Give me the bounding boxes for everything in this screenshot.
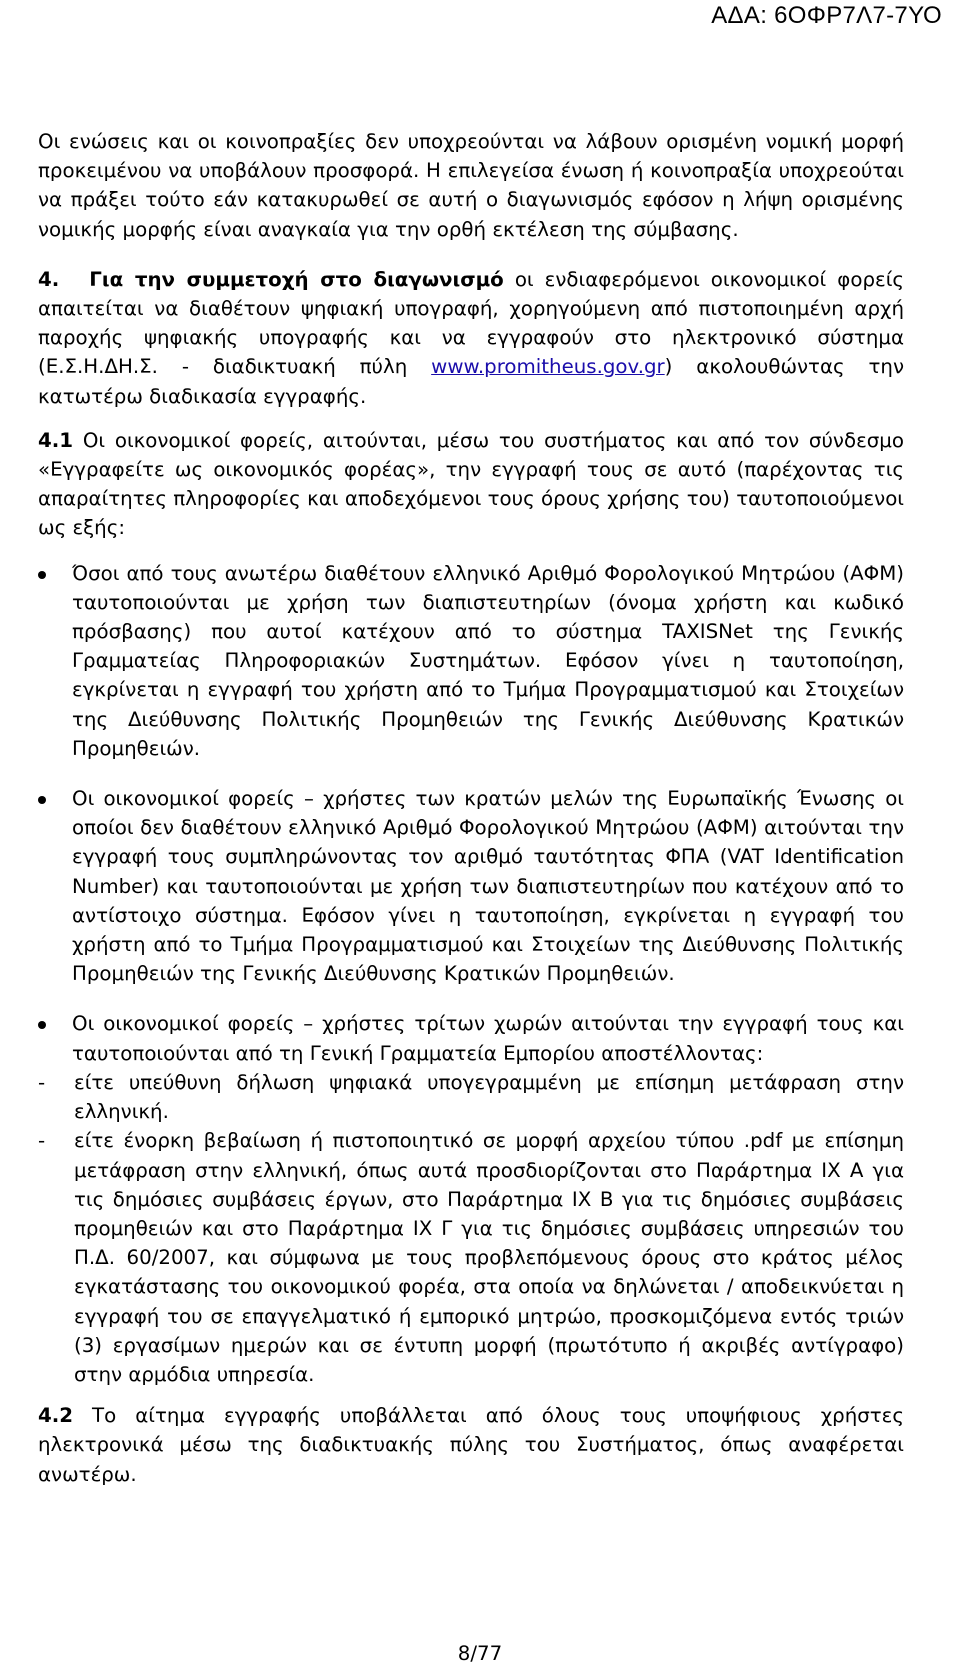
section-4-text-end: ) ακολουθώντας την κατωτέρω διαδικασία εγγραφής.	[38, 355, 905, 408]
bullet-icon	[38, 1021, 46, 1029]
bullet-text: Όσοι από τους ανωτέρω διαθέτουν ελληνικό Αριθμό Φορολογικού Μητρώου (ΑΦΜ) ταυτοποιούνται με χρήση των διαπιστευτηρίων (όνομα χρήστη και κωδικό πρόσβασης) που αυτοί κατέχουν από το σύστημα TAXISNet της Γενικής Γραμματείας Πληροφοριακών Συστημάτων. Εφόσον γίνει η ταυτοποίηση, εγκρίνεται η εγγραφή του χρήστη από το Τμήμα Προγραμματισμού και Στοιχείων της Διεύθυνσης Πολιτικής Προμηθειών της Γενικής Διεύθυνσης Κρατικών Προμηθειών.	[72, 561, 904, 760]
bullet-text: Οι οικονομικοί φορείς – χρήστες των κρατών μελών της Ευρωπαϊκής Ένωσης οι οποίοι δεν διαθέτουν ελληνικό Αριθμό Φορολογικού Μητρώου (ΑΦΜ) αιτούνται την εγγραφή τους συμπληρώνοντας τον αριθμό ταυτότητας ΦΠΑ (VAT Identification Number) και ταυτοποιούνται με χρήση των διαπιστευτηρίων που κατέχουν από το αντίστοιχο σύστημα. Εφόσον γίνει η ταυτοποίηση, εγκρίνεται η εγγραφή του χρήστη από το Τμήμα Προγραμματισμού και Στοιχείων της Διεύθυνσης Πολιτικής Προμηθειών της Γενικής Διεύθυνσης Κρατικών Προμηθειών.	[72, 787, 904, 986]
section-4-number: 4.	[38, 267, 60, 291]
section-4-1-number: 4.1	[38, 428, 74, 452]
dash-marker: -	[38, 1070, 46, 1094]
section-4-2-text: Το αίτημα εγγραφής υποβάλλεται από όλους τους υποψήφιους χρήστες ηλεκτρονικά μέσω της διαδικτυακής πύλης του Συστήματος, όπως αναφέρεται ανωτέρω.	[38, 1404, 904, 1486]
bullet-text: Οι οικονομικοί φορείς – χρήστες τρίτων χωρών αιτούνται την εγγραφή τους και ταυτοποιούνται από τη Γενική Γραμματεία Εμπορίου αποστέλλοντας:	[72, 1012, 904, 1065]
dash-text: είτε υπεύθυνη δήλωση ψηφιακά υπογεγραμμένη με επίσημη μετάφραση στην ελληνική.	[74, 1070, 904, 1124]
document-body	[38, 127, 904, 1489]
section-4-heading: Για την συμμετοχή στο διαγωνισμό	[89, 267, 504, 291]
bullet-icon	[38, 571, 46, 579]
dash-item	[38, 1126, 904, 1389]
page-number: 8/77	[457, 1642, 503, 1665]
dash-marker: -	[38, 1129, 46, 1153]
dash-text: είτε ένορκη βεβαίωση ή πιστοποιητικό σε μορφή αρχείου τύπου .pdf με επίσημη μετάφραση στην ελληνική, όπως αυτά προσδιορίζονται στο Παράρτημα IX A για τις δημόσιες συμβάσεις έργων, στο Παράρτημα IX B για τις δημόσιες συμβάσεις προμηθειών και στο Παράρτημα IX Γ για τις δημόσιες συμβάσεις υπηρεσιών του Π.Δ. 60/2007, και σύμφωνα με τους προβλεπόμενους όρους στο κράτος μέλος εγκατάστασης του οικονομικού φορέα, στα οποία να δηλώνεται / αποδεικνύεται η εγγραφή του σε επαγγελματικό ή εμπορικό μητρώο, προσκομιζόμενα εντός τριών (3) εργασίμων ημερών και σε έντυπη μορφή (πρωτότυπο ή ακριβές αντίγραφο) στην αρμόδια υπηρεσία.	[74, 1129, 904, 1386]
section-4-2-number: 4.2	[38, 1404, 74, 1428]
section-4-1-text: Οι οικονομικοί φορείς, αιτούνται, μέσω του συστήματος και από τον σύνδεσμο «Εγγραφείτε ως οικονομικός φορέας», την εγγραφή τους σε αυτό (παρέχοντας τις απαραίτητες πληροφορίες και αποδεχόμενοι τους όρους χρήσης του) ταυτοποιούμενοι ως εξής:	[38, 428, 904, 540]
promitheus-link[interactable]: www.promitheus.gov.gr	[431, 355, 665, 379]
intro-paragraph: Οι ενώσεις και οι κοινοπραξίες δεν υποχρεούνται να λάβουν ορισμένη νομική μορφή προκειμένου να υποβάλουν προσφορά. Η επιλεγείσα ένωση ή κοινοπραξία υποχρεούται να πράξει τούτο εάν κατακυρωθεί σε αυτή ο διαγωνισμός εφόσον η λήψη ορισμένης νομικής μορφής είναι αναγκαία για την ορθή εκτέλεση της σύμβασης.	[38, 130, 904, 241]
bullet-list	[38, 559, 904, 1389]
section-4-text: οι ενδιαφερόμενοι οικονομικοί φορείς απαιτείται να διαθέτουν ψηφιακή υπογραφή, χορηγούμενη από πιστοποιημένη αρχή παροχής ψηφιακής υπογραφής και να εγγραφούν στο ηλεκτρονικό σύστημα (Ε.Σ.Η.ΔΗ.Σ. - διαδικτυακή πύλη	[38, 267, 904, 379]
list-item	[38, 1009, 904, 1389]
ada-code: ΑΔΑ: 6ΟΦΡ7Λ7-7ΥΟ	[711, 2, 942, 29]
dash-item	[38, 1068, 904, 1126]
list-item	[38, 559, 904, 763]
list-item	[38, 784, 904, 988]
bullet-icon	[38, 796, 46, 804]
section-4-paragraph	[38, 265, 904, 411]
section-4-1-paragraph	[38, 426, 904, 543]
section-4-2-paragraph	[38, 1401, 904, 1489]
dash-list	[38, 1068, 904, 1389]
